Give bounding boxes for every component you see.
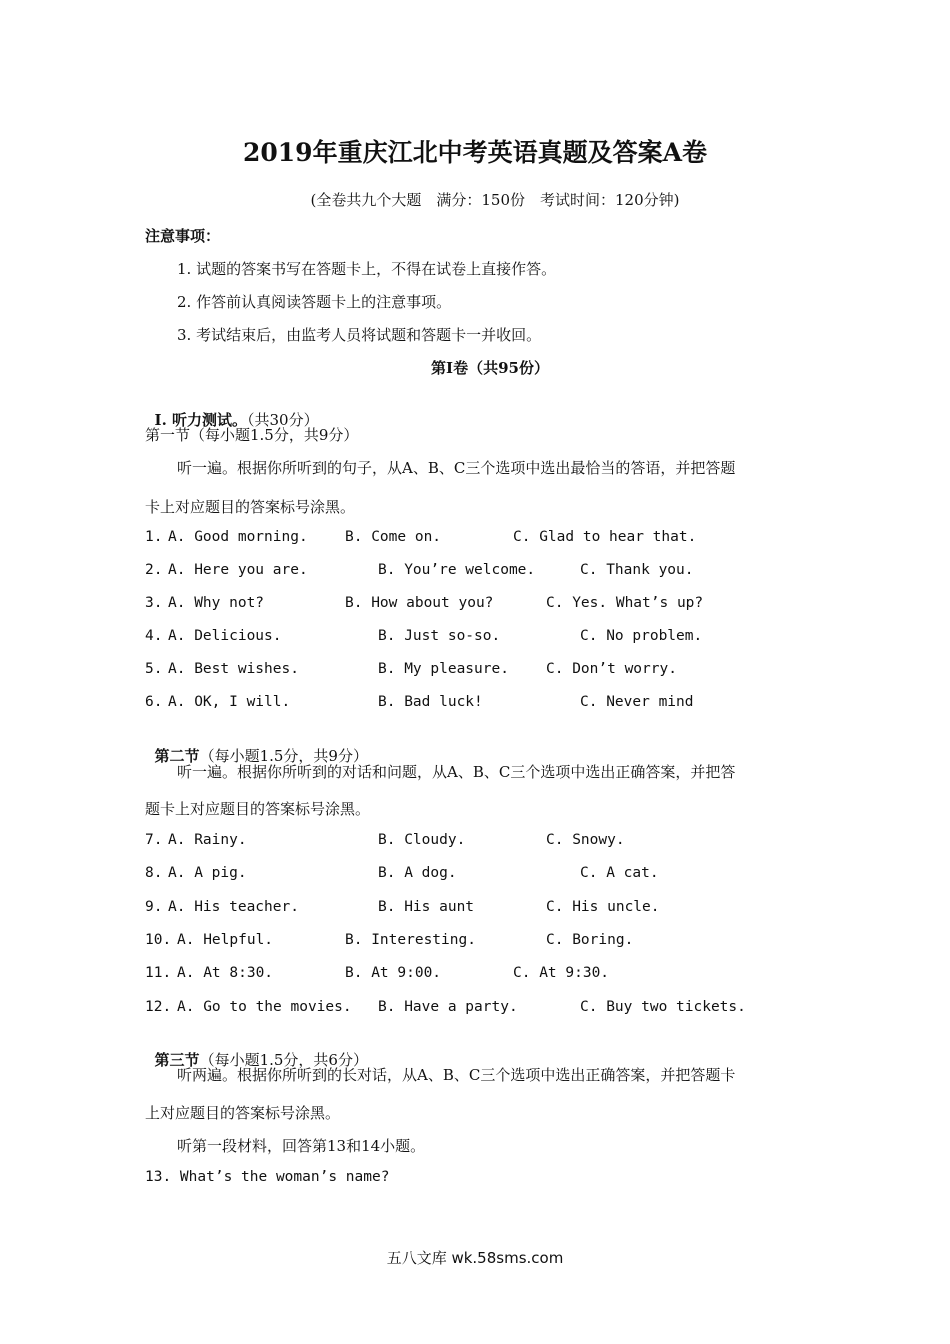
question-number: 9. xyxy=(145,899,163,915)
option-b: B. Come on. xyxy=(345,529,442,545)
question-number: 7. xyxy=(145,832,163,848)
option-b: B. Interesting. xyxy=(345,932,476,948)
option-b: B. My pleasure. xyxy=(378,661,509,677)
question-number: 6. xyxy=(145,694,163,710)
option-c: C. A cat. xyxy=(580,865,659,881)
option-b: B. Just so-so. xyxy=(378,628,501,644)
question-number: 1. xyxy=(145,529,163,545)
option-c: C. Snowy. xyxy=(546,832,625,848)
option-c: C. Never mind xyxy=(580,694,694,710)
option-a: A. At 8:30. xyxy=(177,965,274,981)
question-number: 5. xyxy=(145,661,163,677)
option-b: B. Have a party. xyxy=(378,999,518,1015)
question-number: 8. xyxy=(145,865,163,881)
option-c: C. At 9:30. xyxy=(513,965,610,981)
option-b: B. Bad luck! xyxy=(378,694,483,710)
option-c: C. Don’t worry. xyxy=(546,661,677,677)
question-text: 13. What’s the woman’s name? xyxy=(145,1169,390,1185)
option-a: A. Here you are. xyxy=(168,562,308,578)
subsection-label-bold: 第二节 xyxy=(154,747,200,765)
option-b: B. At 9:00. xyxy=(345,965,442,981)
option-a: A. A pig. xyxy=(168,865,247,881)
subsection-label: 第一节（每小题1.5分，共9分） xyxy=(145,426,359,444)
instruction-line: 卡上对应题目的答案标号涂黑。 xyxy=(145,498,356,516)
option-b: B. Cloudy. xyxy=(378,832,466,848)
notice-item: 1. 试题的答案书写在答题卡上，不得在试卷上直接作答。 xyxy=(177,260,557,278)
option-b: B. His aunt xyxy=(378,899,475,915)
notice-item: 3. 考试结束后，由监考人员将试题和答题卡一并收回。 xyxy=(177,326,542,344)
option-c: C. Yes. What’s up? xyxy=(546,595,704,611)
section-heading-score: （共30分） xyxy=(247,411,319,429)
instruction-line: 听两遍。根据你所听到的长对话，从A、B、C三个选项中选出正确答案，并把答题卡 xyxy=(177,1066,736,1084)
option-a: A. Why not? xyxy=(168,595,265,611)
exam-info: (全卷共九个大题 满分：150份 考试时间：120分钟) xyxy=(310,191,680,209)
instruction-line: 题卡上对应题目的答案标号涂黑。 xyxy=(145,800,371,818)
option-c: C. His uncle. xyxy=(546,899,660,915)
notice-item: 2. 作答前认真阅读答题卡上的注意事项。 xyxy=(177,293,452,311)
instruction-line: 听一遍。根据你所听到的句子，从A、B、C三个选项中选出最恰当的答语，并把答题 xyxy=(177,459,736,477)
option-a: A. His teacher. xyxy=(168,899,299,915)
instruction-line: 听一遍。根据你所听到的对话和问题，从A、B、C三个选项中选出正确答案，并把答 xyxy=(177,763,736,781)
option-a: A. Rainy. xyxy=(168,832,247,848)
subsection-label-score: （每小题1.5分，共6分） xyxy=(199,1051,368,1069)
subsection-label-score: （每小题1.5分，共9分） xyxy=(199,747,368,765)
question-number: 3. xyxy=(145,595,163,611)
option-a: A. OK, I will. xyxy=(168,694,291,710)
option-c: C. Boring. xyxy=(546,932,634,948)
option-c: C. Buy two tickets. xyxy=(580,999,746,1015)
option-c: C. No problem. xyxy=(580,628,703,644)
option-b: B. You’re welcome. xyxy=(378,562,536,578)
instruction-line: 上对应题目的答案标号涂黑。 xyxy=(145,1104,341,1122)
material-note: 听第一段材料，回答第13和14小题。 xyxy=(177,1137,426,1155)
option-a: A. Good morning. xyxy=(168,529,308,545)
question-number: 10. xyxy=(145,932,172,948)
option-b: B. A dog. xyxy=(378,865,457,881)
option-a: A. Go to the movies. xyxy=(177,999,352,1015)
section-heading-label: I. 听力测试。 xyxy=(154,411,248,429)
page-title: 2019年重庆江北中考英语真题及答案A卷 xyxy=(243,138,707,167)
option-a: A. Helpful. xyxy=(177,932,274,948)
question-number: 12. xyxy=(145,999,172,1015)
footer-watermark: 五八文库 wk.58sms.com xyxy=(386,1249,564,1267)
option-b: B. How about you? xyxy=(345,595,494,611)
part-heading: 第Ⅰ卷（共95份） xyxy=(431,359,549,377)
subsection-label-bold: 第三节 xyxy=(154,1051,200,1069)
question-number: 2. xyxy=(145,562,163,578)
option-c: C. Glad to hear that. xyxy=(513,529,697,545)
notice-heading: 注意事项： xyxy=(145,227,221,245)
question-number: 11. xyxy=(145,965,172,981)
option-c: C. Thank you. xyxy=(580,562,694,578)
question-number: 4. xyxy=(145,628,163,644)
option-a: A. Best wishes. xyxy=(168,661,299,677)
option-a: A. Delicious. xyxy=(168,628,282,644)
